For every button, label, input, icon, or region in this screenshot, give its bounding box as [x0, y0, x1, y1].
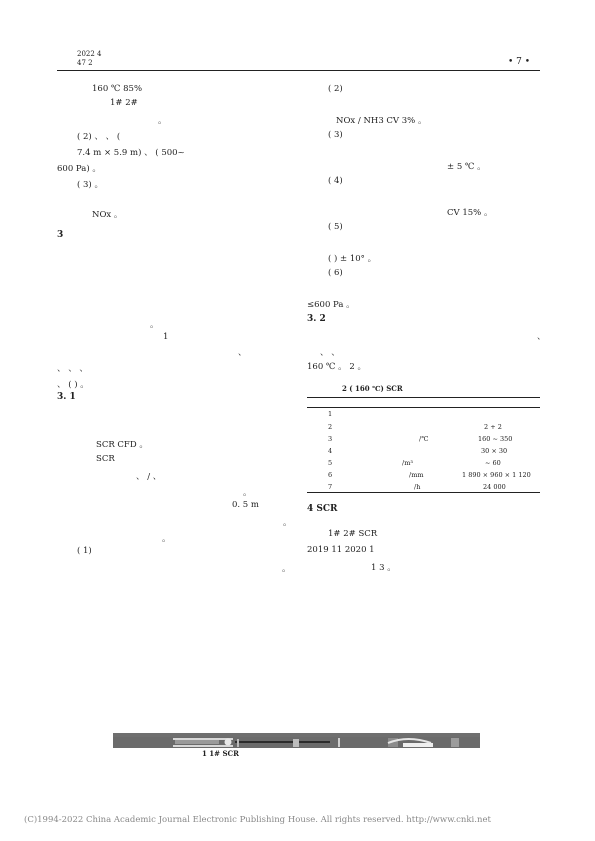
table-cell-no: 6: [328, 471, 333, 479]
body-line: 。: [282, 564, 291, 574]
body-line: 1: [163, 332, 169, 342]
section-3-1-heading: 3. 1: [57, 392, 76, 402]
journal-volume-number: 47 2: [77, 59, 93, 67]
body-line: 160 ℃ 。 2 。: [307, 362, 366, 372]
body-line: 、: [238, 348, 247, 358]
table-cell-value: 1 890 × 960 × 1 120: [462, 471, 531, 479]
body-line: ( 5): [328, 222, 343, 232]
table-cell-unit: /mm: [409, 471, 424, 479]
body-line: 0. 5 m: [232, 500, 259, 510]
body-line: NOx / NH3 CV 3% 。: [336, 116, 427, 126]
table-cell-unit: /h: [414, 483, 421, 491]
journal-year-issue: 2022 4: [77, 50, 102, 58]
body-line: ( 1): [77, 546, 92, 556]
section-3-2-heading: 3. 2: [307, 314, 326, 324]
table-bottom-rule: [307, 492, 540, 493]
body-line: ( 6): [328, 268, 343, 278]
body-line: SCR CFD 。: [96, 440, 148, 450]
body-line: SCR: [96, 454, 115, 464]
section-4-heading: 4 SCR: [307, 504, 338, 514]
body-line: 600 Pa) 。: [57, 164, 101, 174]
body-line: 。: [158, 116, 167, 126]
table-cell-no: 4: [328, 447, 333, 455]
body-line: ( 2) 、 、 (: [77, 132, 121, 142]
table-cell-value: 30 × 30: [481, 447, 508, 455]
body-line: 。: [162, 534, 171, 544]
table-header-rule: [307, 407, 540, 408]
body-line: ( 3) 。: [77, 180, 103, 190]
header-rule: [57, 70, 540, 71]
table-caption: 2 ( 160 ℃) SCR: [342, 384, 403, 393]
body-line: 、 ( ) 。: [57, 380, 89, 390]
body-line: 1 3 。: [371, 563, 396, 573]
body-line: 1# 2#: [110, 98, 138, 108]
table-cell-unit: /℃: [419, 435, 429, 443]
section-3-heading: 3: [57, 230, 64, 240]
body-line: 7.4 m × 5.9 m) 、 ( 500~: [77, 148, 185, 158]
body-line: 。: [150, 320, 159, 330]
table-top-rule: [307, 397, 540, 398]
body-line: ± 5 ℃ 。: [447, 162, 486, 172]
figure-1-image: [113, 733, 480, 744]
table-cell-value: 24 000: [483, 483, 506, 491]
body-line: 2019 11 2020 1: [307, 545, 375, 555]
table-cell-no: 5: [328, 459, 333, 467]
body-line: ( 2): [328, 84, 343, 94]
figure-1-caption: 1 1# SCR: [202, 749, 239, 758]
body-line: 。: [243, 488, 252, 498]
body-line: ( 3): [328, 130, 343, 140]
body-line: 、 / 、: [136, 472, 162, 482]
body-line: 、 、 、: [57, 364, 88, 374]
body-line: ≤600 Pa 。: [307, 300, 355, 310]
table-cell-value: 160 ~ 350: [478, 435, 513, 443]
copyright-footer: (C)1994-2022 China Academic Journal Electronic Publishing House. All rights reserved. http://www.cnki.net: [24, 815, 491, 825]
table-cell-no: 3: [328, 435, 333, 443]
body-line: 、 、: [320, 348, 340, 358]
body-line: CV 15% 。: [447, 208, 493, 218]
table-cell-no: 7: [328, 483, 333, 491]
body-line: 、: [537, 332, 546, 342]
body-line: NOx 。: [92, 210, 123, 220]
body-line: 160 ℃ 85%: [92, 84, 143, 94]
body-line: 1# 2# SCR: [328, 529, 378, 539]
body-line: ( ) ± 10° 。: [328, 254, 377, 264]
table-cell-unit: /m³: [402, 459, 413, 467]
body-line: ( 4): [328, 176, 343, 186]
table-cell-no: 1: [328, 410, 333, 418]
body-line: 。: [283, 518, 292, 528]
page-number: • 7 •: [508, 57, 531, 67]
table-cell-no: 2: [328, 423, 333, 431]
figure-1-graphic: [113, 737, 480, 748]
table-cell-value: ~ 60: [485, 459, 501, 467]
table-cell-value: 2 + 2: [484, 423, 502, 431]
